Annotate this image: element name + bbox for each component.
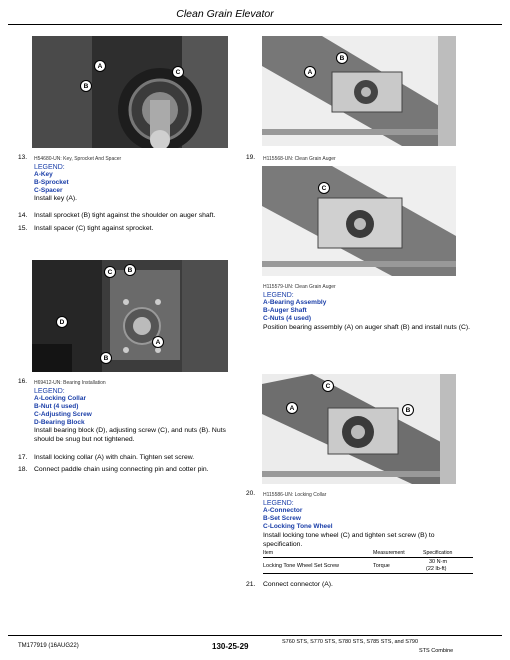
step-18-number: 18. — [18, 466, 28, 473]
step-16-text: Install bearing block (D), adjusting screw (C), and nuts (B). Nuts should be snug but not tightened. — [34, 427, 226, 443]
callout-c: C — [322, 380, 334, 392]
step-13-legend — [34, 164, 69, 195]
callout-c: C — [104, 266, 116, 278]
step-19-number: 19. — [246, 154, 256, 161]
legend-item: C-Locking Tone Wheel — [263, 523, 333, 530]
callout-b: B — [336, 52, 348, 64]
step-13-text: Install key (A). — [34, 195, 78, 202]
photo-clean-grain-auger-1 — [262, 36, 456, 146]
table-cell-measurement: Torque — [373, 563, 390, 569]
table-cell-spec-imperial: (22 lb-ft) — [426, 566, 447, 572]
footer-model-suffix: STS Combine — [419, 648, 454, 654]
table-header-row — [263, 550, 473, 558]
legend-item: B-Sprocket — [34, 179, 69, 186]
table-header-measurement: Measurement — [373, 550, 405, 556]
photo-locking-collar — [262, 374, 456, 484]
step-19-legend — [263, 292, 326, 323]
step-16-number: 16. — [18, 378, 28, 385]
step-16-legend — [34, 388, 92, 427]
callout-c: C — [318, 182, 330, 194]
legend-item: A-Locking Collar — [34, 395, 87, 402]
legend-item: B-Set Screw — [263, 515, 301, 522]
step-14-text: Install sprocket (B) tight against the shoulder on auger shaft. — [34, 212, 216, 219]
step-19-caption-2: H115579-UN: Clean Grain Auger — [263, 284, 336, 290]
legend-title: LEGEND: — [263, 500, 294, 507]
specification-table — [263, 550, 473, 574]
step-21-number: 21. — [246, 581, 256, 588]
legend-item: B-Auger Shaft — [263, 307, 307, 314]
table-cell-spec-metric: 30 N·m — [429, 559, 448, 565]
step-17-text: Install locking collar (A) with chain. Tighten set screw. — [34, 454, 195, 461]
legend-item: C-Spacer — [34, 187, 63, 194]
footer-page-number: 130-25-29 — [212, 642, 249, 651]
table-row — [263, 558, 473, 574]
legend-item: D-Bearing Block — [34, 419, 85, 426]
photo-key-sprocket-spacer — [32, 36, 228, 148]
legend-item: B-Nut (4 used) — [34, 403, 79, 410]
step-13-caption: H54680-UN: Key, Sprocket And Spacer — [34, 156, 122, 162]
step-14-number: 14. — [18, 212, 28, 219]
callout-b: B — [80, 80, 92, 92]
step-21-text: Connect connector (A). — [263, 581, 333, 588]
step-20-caption: H115586-UN: Locking Collar — [263, 492, 327, 498]
footer-models: S760 STS, S770 STS, S780 STS, S785 STS, and S790 — [282, 639, 419, 645]
step-17-number: 17. — [18, 454, 28, 461]
step-13-number: 13. — [18, 154, 28, 161]
callout-a: A — [152, 336, 164, 348]
photo-bearing-installation — [32, 260, 228, 372]
step-15-text: Install spacer (C) tight against sprocket. — [34, 225, 154, 232]
table-header-item: Item — [263, 550, 274, 556]
photo-clean-grain-auger-2 — [262, 166, 456, 276]
step-20-number: 20. — [246, 490, 256, 497]
callout-a: A — [94, 60, 106, 72]
page-title: Clean Grain Elevator — [176, 8, 274, 20]
step-16-caption: H69412-UN: Bearing Installation — [34, 380, 106, 386]
step-20-text: Install locking tone wheel (C) and tighten set screw (B) to specification. — [263, 532, 435, 548]
legend-item: C-Adjusting Screw — [34, 411, 92, 418]
legend-item: C-Nuts (4 used) — [263, 315, 312, 322]
callout-c: C — [172, 66, 184, 78]
callout-b: B — [100, 352, 112, 364]
legend-item: A-Key — [34, 171, 53, 178]
callout-a: A — [304, 66, 316, 78]
callout-b: B — [124, 264, 136, 276]
header-divider — [8, 24, 502, 25]
footer-doc-id: TM177919 (16AUG22) — [18, 643, 79, 649]
step-20-legend — [263, 500, 333, 531]
legend-title: LEGEND: — [34, 164, 65, 171]
step-18-text: Connect paddle chain using connecting pin and cotter pin. — [34, 466, 209, 473]
legend-title: LEGEND: — [263, 292, 294, 299]
callout-d: D — [56, 316, 68, 328]
callout-a: A — [286, 402, 298, 414]
step-15-number: 15. — [18, 225, 28, 232]
callout-b: B — [402, 404, 414, 416]
legend-item: A-Bearing Assembly — [263, 299, 327, 306]
step-19-caption-1: H115568-UN: Clean Grain Auger — [263, 156, 336, 162]
legend-title: LEGEND: — [34, 388, 65, 395]
footer-divider — [8, 635, 502, 636]
legend-item: A-Connector — [263, 507, 303, 514]
table-header-specification: Specification — [423, 550, 453, 556]
step-19-text: Position bearing assembly (A) on auger shaft (B) and install nuts (C). — [263, 324, 471, 331]
table-cell-item: Locking Tone Wheel Set Screw — [263, 563, 340, 569]
